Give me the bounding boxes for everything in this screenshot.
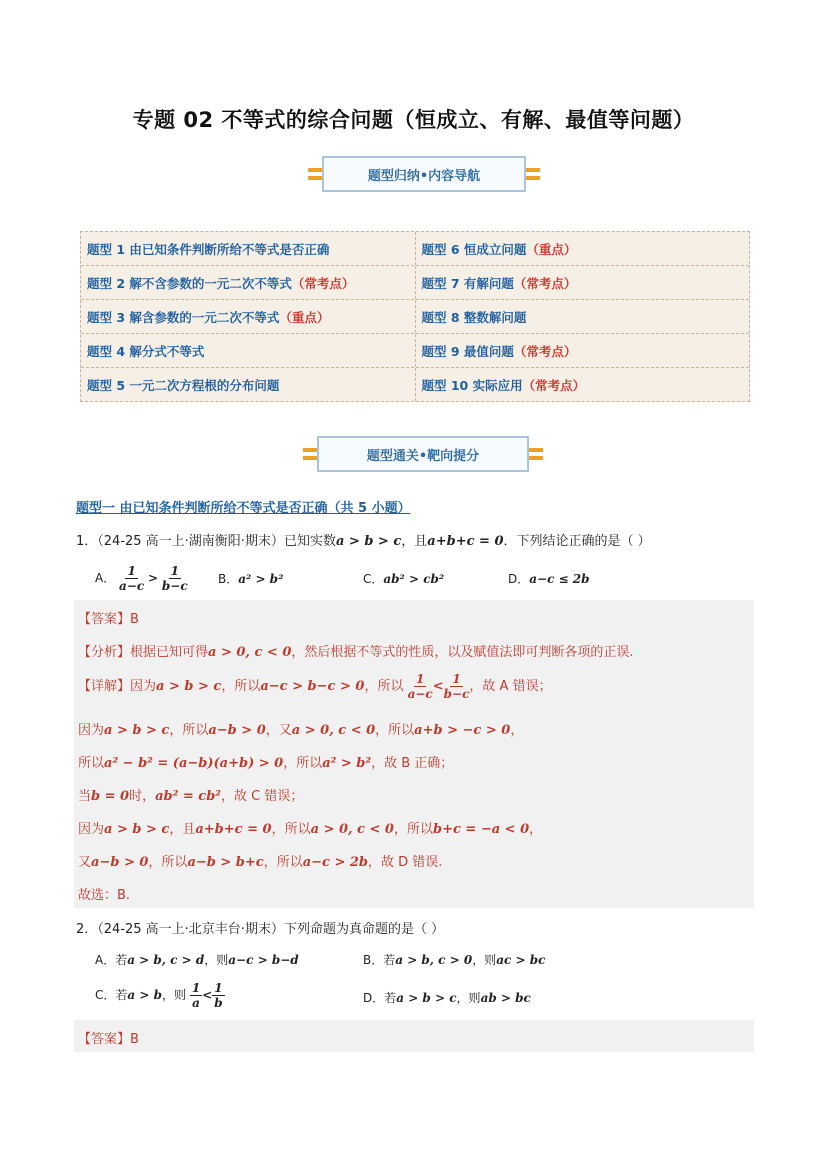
option-d[interactable]: D．a−c ≤ 2b: [508, 572, 590, 586]
banner-label: 题型通关•靶向提分: [317, 436, 529, 472]
answer-1-detail-3: 所以a² − b² = (a−b)(a+b) > 0，所以a² > b²，故 B 正确；: [78, 756, 454, 771]
q2-option-d[interactable]: D．若a > b > c，则ab > bc: [363, 991, 531, 1005]
q2-option-c[interactable]: C．若a > b，则 $\frac{1}{a}$ < $\frac{1}{b}$: [95, 981, 223, 1010]
nav-row: [81, 300, 749, 334]
nav-row: [81, 334, 749, 368]
nav-item-10[interactable]: 题型 10 实际应用 （常考点）: [421, 377, 586, 393]
topic-nav-table: [80, 231, 750, 402]
nav-item-5[interactable]: 题型 5 一元二次方程根的分布问题: [81, 368, 416, 401]
nav-item-4[interactable]: 题型 4 解分式不等式: [81, 334, 416, 367]
answer-1-analysis: 【分析】根据已知可得a > 0, c < 0，然后根据不等式的性质，以及赋值法即可判断各项的正误.: [78, 645, 634, 660]
practice-banner: [303, 435, 543, 473]
nav-item-6[interactable]: 题型 6 恒成立问题 （重点）: [421, 241, 577, 257]
banner-left-deco: [308, 166, 322, 182]
answer-2-label: 【答案】B: [78, 1032, 139, 1047]
option-c[interactable]: C．ab² > cb²: [363, 572, 445, 586]
page-title: 专题 02 不等式的综合问题（恒成立、有解、最值等问题）: [132, 108, 695, 132]
nav-row: [81, 232, 749, 266]
section-heading: 题型一 由已知条件判断所给不等式是否正确（共 5 小题）: [76, 501, 411, 516]
answer-2-box: [74, 1020, 754, 1052]
nav-item-2[interactable]: 题型 2 解不含参数的一元二次不等式 （常考点）: [81, 266, 416, 299]
nav-item-9[interactable]: 题型 9 最值问题 （常考点）: [421, 343, 577, 359]
answer-1-detail-4: 当b = 0时，ab² = cb²，故 C 错误；: [78, 789, 304, 804]
answer-1-detail-1: 【详解】因为a > b > c，所以a−c > b−c > 0，所以 $\frac{1}{a-c}$ < $\frac{1}{b-c}$ ，故 A 错误；: [78, 672, 552, 701]
banner-left-deco: [303, 446, 317, 462]
answer-1-detail-5: 因为a > b > c，且a+b+c = 0，所以a > 0, c < 0，所以b+c = −a < 0，: [78, 822, 543, 837]
question-2-stem: 2．（24-25 高一上·北京丰台·期末）下列命题为真命题的是（ ）: [76, 922, 445, 937]
nav-banner: [308, 155, 540, 193]
nav-item-8[interactable]: 题型 8 整数解问题: [421, 309, 527, 325]
q2-option-b[interactable]: B．若a > b, c > 0，则ac > bc: [363, 953, 546, 967]
banner-label: 题型归纳•内容导航: [322, 156, 526, 192]
nav-row: [81, 266, 749, 300]
nav-row: [81, 368, 749, 401]
question-1-stem: 1．（24-25 高一上·湖南衡阳·期末）已知实数a > b > c，且a+b+c = 0．下列结论正确的是（ ）: [76, 534, 651, 549]
option-a[interactable]: A． $\frac{1}{a-c}$ > $\frac{1}{b-c}$: [95, 564, 188, 593]
nav-item-3[interactable]: 题型 3 解含参数的一元二次不等式 （重点）: [81, 300, 416, 333]
answer-1-conclusion: 故选：B.: [78, 888, 131, 903]
answer-1-detail-6: 又a−b > 0，所以a−b > b+c，所以a−c > 2b，故 D 错误.: [78, 855, 443, 870]
nav-item-7[interactable]: 题型 7 有解问题 （常考点）: [421, 275, 577, 291]
question-1-options: [0, 560, 827, 596]
q2-option-a[interactable]: A．若a > b, c > d，则a−c > b−d: [95, 953, 299, 967]
answer-1-label: 【答案】B: [78, 612, 139, 627]
nav-item-1[interactable]: 题型 1 由已知条件判断所给不等式是否正确: [81, 232, 416, 265]
option-b[interactable]: B．a² > b²: [218, 572, 284, 586]
banner-right-deco: [526, 166, 540, 182]
answer-1-detail-2: 因为a > b > c，所以a−b > 0，又a > 0, c < 0，所以a+b > −c > 0，: [78, 723, 524, 738]
banner-right-deco: [529, 446, 543, 462]
